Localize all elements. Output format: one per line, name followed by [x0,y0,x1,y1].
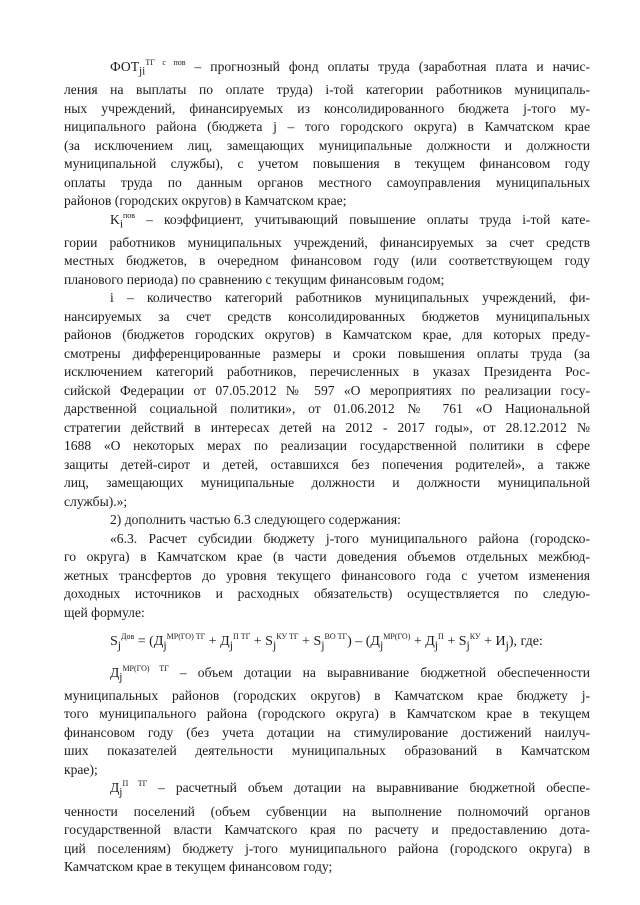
text-line [64,664,590,687]
formula-sub: j [272,639,277,653]
formula-part: S [110,634,118,650]
subscript: j [119,671,123,684]
text-line: гории работников муниципальных учреждений, финансируемых за счет средств [64,234,590,250]
formula-part: + Д [205,634,230,650]
text-line: ченности поселений (объем субвенции на выполнение полномочий органов [64,803,590,819]
text-line: i – количество категорий работников муниципальных учреждений, фи- [110,290,590,306]
text-line: районов (бюджетов городских округов) в Камчатском крае, для которых преду- [64,327,590,343]
formula-sup: П [438,632,444,642]
text-fragment: – расчетный объем дотации на выравнивание бюджетной обеспе- [147,780,590,796]
text-line: районов (городских округов) в Камчатском крае; [64,193,347,209]
formula-sup: П ТГ [232,632,251,642]
formula-sub: j [434,639,439,653]
text-line: 2) дополнить частью 6.3 следующего содержания: [110,512,401,528]
symbol-d: Д [110,664,120,680]
text-line: ниципального района (бюджета j – того городского округа) в Камчатском крае [64,119,590,135]
text-line: защиты детей-сирот и детей, оставшихся без попечения родителей», а также [64,456,590,472]
superscript: ТГ с пов [145,58,186,67]
formula-sub: j [505,639,509,653]
text-line: муниципальных районов (городских округов) в Камчатском крае бюджету j- [64,687,590,703]
formula-part: = (Д [134,634,164,650]
text-line [64,211,590,234]
document-page [64,58,590,898]
text-line: 1688 «О некоторых мерах по реализации государственной политики в сфере [64,438,590,454]
text-line: стратегии действий в интересах детей на 2012 - 2017 годы», от 28.12.2012 № [64,419,590,435]
formula-sub: j [379,639,384,653]
text-line [64,779,590,802]
formula-part: + S [298,634,322,650]
formula-part: + Д [410,634,435,650]
formula-sub: j [229,639,233,653]
text-line: ших показателей деятельности муниципальных образований в Камчатском [64,743,590,759]
text-fragment: – объем дотации на выравнивание бюджетной обеспеченности [168,664,590,680]
text-line: дарственной социальной политики», от 01.06.2012 № 761 «О Национальной [64,401,590,417]
text-line: исключением категорий работников, перечисленных в указах Президента Рос- [64,364,590,380]
formula-sup: КУ [469,632,481,642]
text-line: (за исключением лиц, замещающих муниципальные должности и должности [64,137,590,153]
text-line: того муниципального района (городского округа) в Камчатском крае в текущем [64,706,590,722]
formula-sup: КУ ТГ [276,632,299,642]
text-line: крае); [64,761,98,777]
text-line: жетных трансфертов до уровня текущего финансового года с учетом изменения [64,567,590,583]
formula-part: ) – (Д [347,634,380,650]
text-line: ций поселениям) бюджету j-того муниципального района (городского округа) в [64,840,590,856]
text-line: го округа) в Камчатском крае (в части доведения объемов отдельных межбюд- [64,549,590,565]
formula-sub: j [163,639,167,653]
formula-part: + S [250,634,273,650]
formula-sup: МР(ГО) [383,632,411,642]
superscript: П ТГ [122,779,148,789]
paragraph-d-p-definition [64,779,590,876]
formula-sub: j [117,639,122,653]
formula-sub: j [321,639,325,653]
text-line: оплаты труда по данным органов местного самоуправления муниципальных [64,174,590,190]
text-fragment: – прогнозный фонд оплаты труда (заработная плата и начис- [185,59,590,74]
text-line: финансовом году (без учета дотации на стимулирование достижений наилуч- [64,724,590,740]
text-fragment: – коэффициент, учитывающий повышение оплаты труда i-той кате- [135,211,590,227]
text-line: государственной власти Камчатского края по расчету и предоставлению дота- [64,822,590,838]
text-line: муниципальной службы), с учетом повышения в текущем финансовом году [64,156,590,172]
text-line [64,58,590,81]
formula-part: ), где: [508,634,543,650]
text-line: Камчатском крае в текущем финансовом году; [64,859,333,875]
subscript: j [119,787,123,800]
paragraph-i-definition [64,289,590,511]
formula-sub: j [466,639,470,653]
formula-sup: Дов [121,632,135,642]
formula-sup: МР(ГО) ТГ [166,632,206,642]
text-line: смотрены дифференцированные размеры и сроки повышения оплаты труда (за [64,345,590,361]
symbol-fot: ФОТ [110,59,140,74]
superscript: пов [122,210,136,220]
text-line: нансируемых за счет средств консолидированных бюджетов муниципальных [64,308,590,324]
text-line: лиц, замещающих муниципальные должности и должности муниципальной [64,475,590,491]
symbol-d: Д [110,780,120,796]
text-line: ления на выплаты по оплате труда) i-той категории работников муниципаль- [64,82,590,98]
paragraph-d-mrgo-definition [64,664,590,780]
text-line: ных учреждений, финансируемых из консолидированного бюджета j-того му- [64,100,590,116]
paragraph-k-definition [64,211,590,290]
paragraph-fot-definition [64,58,590,211]
formula-part: + И [480,634,506,650]
text-line: щей формуле: [64,604,145,620]
subscript: ji [139,65,146,78]
text-line: планового периода) по сравнению с текущим финансовым годом; [64,271,445,287]
paragraph-section-6-3 [64,530,590,623]
text-line: сийской Федерации от 07.05.2012 № 597 «О мероприятиях по реализации госу- [64,382,590,398]
text-line: доходных источников и расходных обязательств) осуществляется по следую- [64,586,590,602]
superscript: МР(ГО) ТГ [122,663,169,673]
paragraph-amendment [64,511,590,530]
formula-sup: ВО ТГ [324,632,348,642]
symbol-k: K [110,211,120,227]
text-line: местных бюджетов, в очередном финансовом году (или соответствующем году [64,253,590,269]
text-line: службы).»; [64,493,128,509]
text-line: «6.3. Расчет субсидии бюджету j-того муниципального района (городско- [110,530,590,546]
formula-part: + S [443,634,467,650]
subsidy-formula [64,633,590,655]
subscript: i [119,218,123,231]
